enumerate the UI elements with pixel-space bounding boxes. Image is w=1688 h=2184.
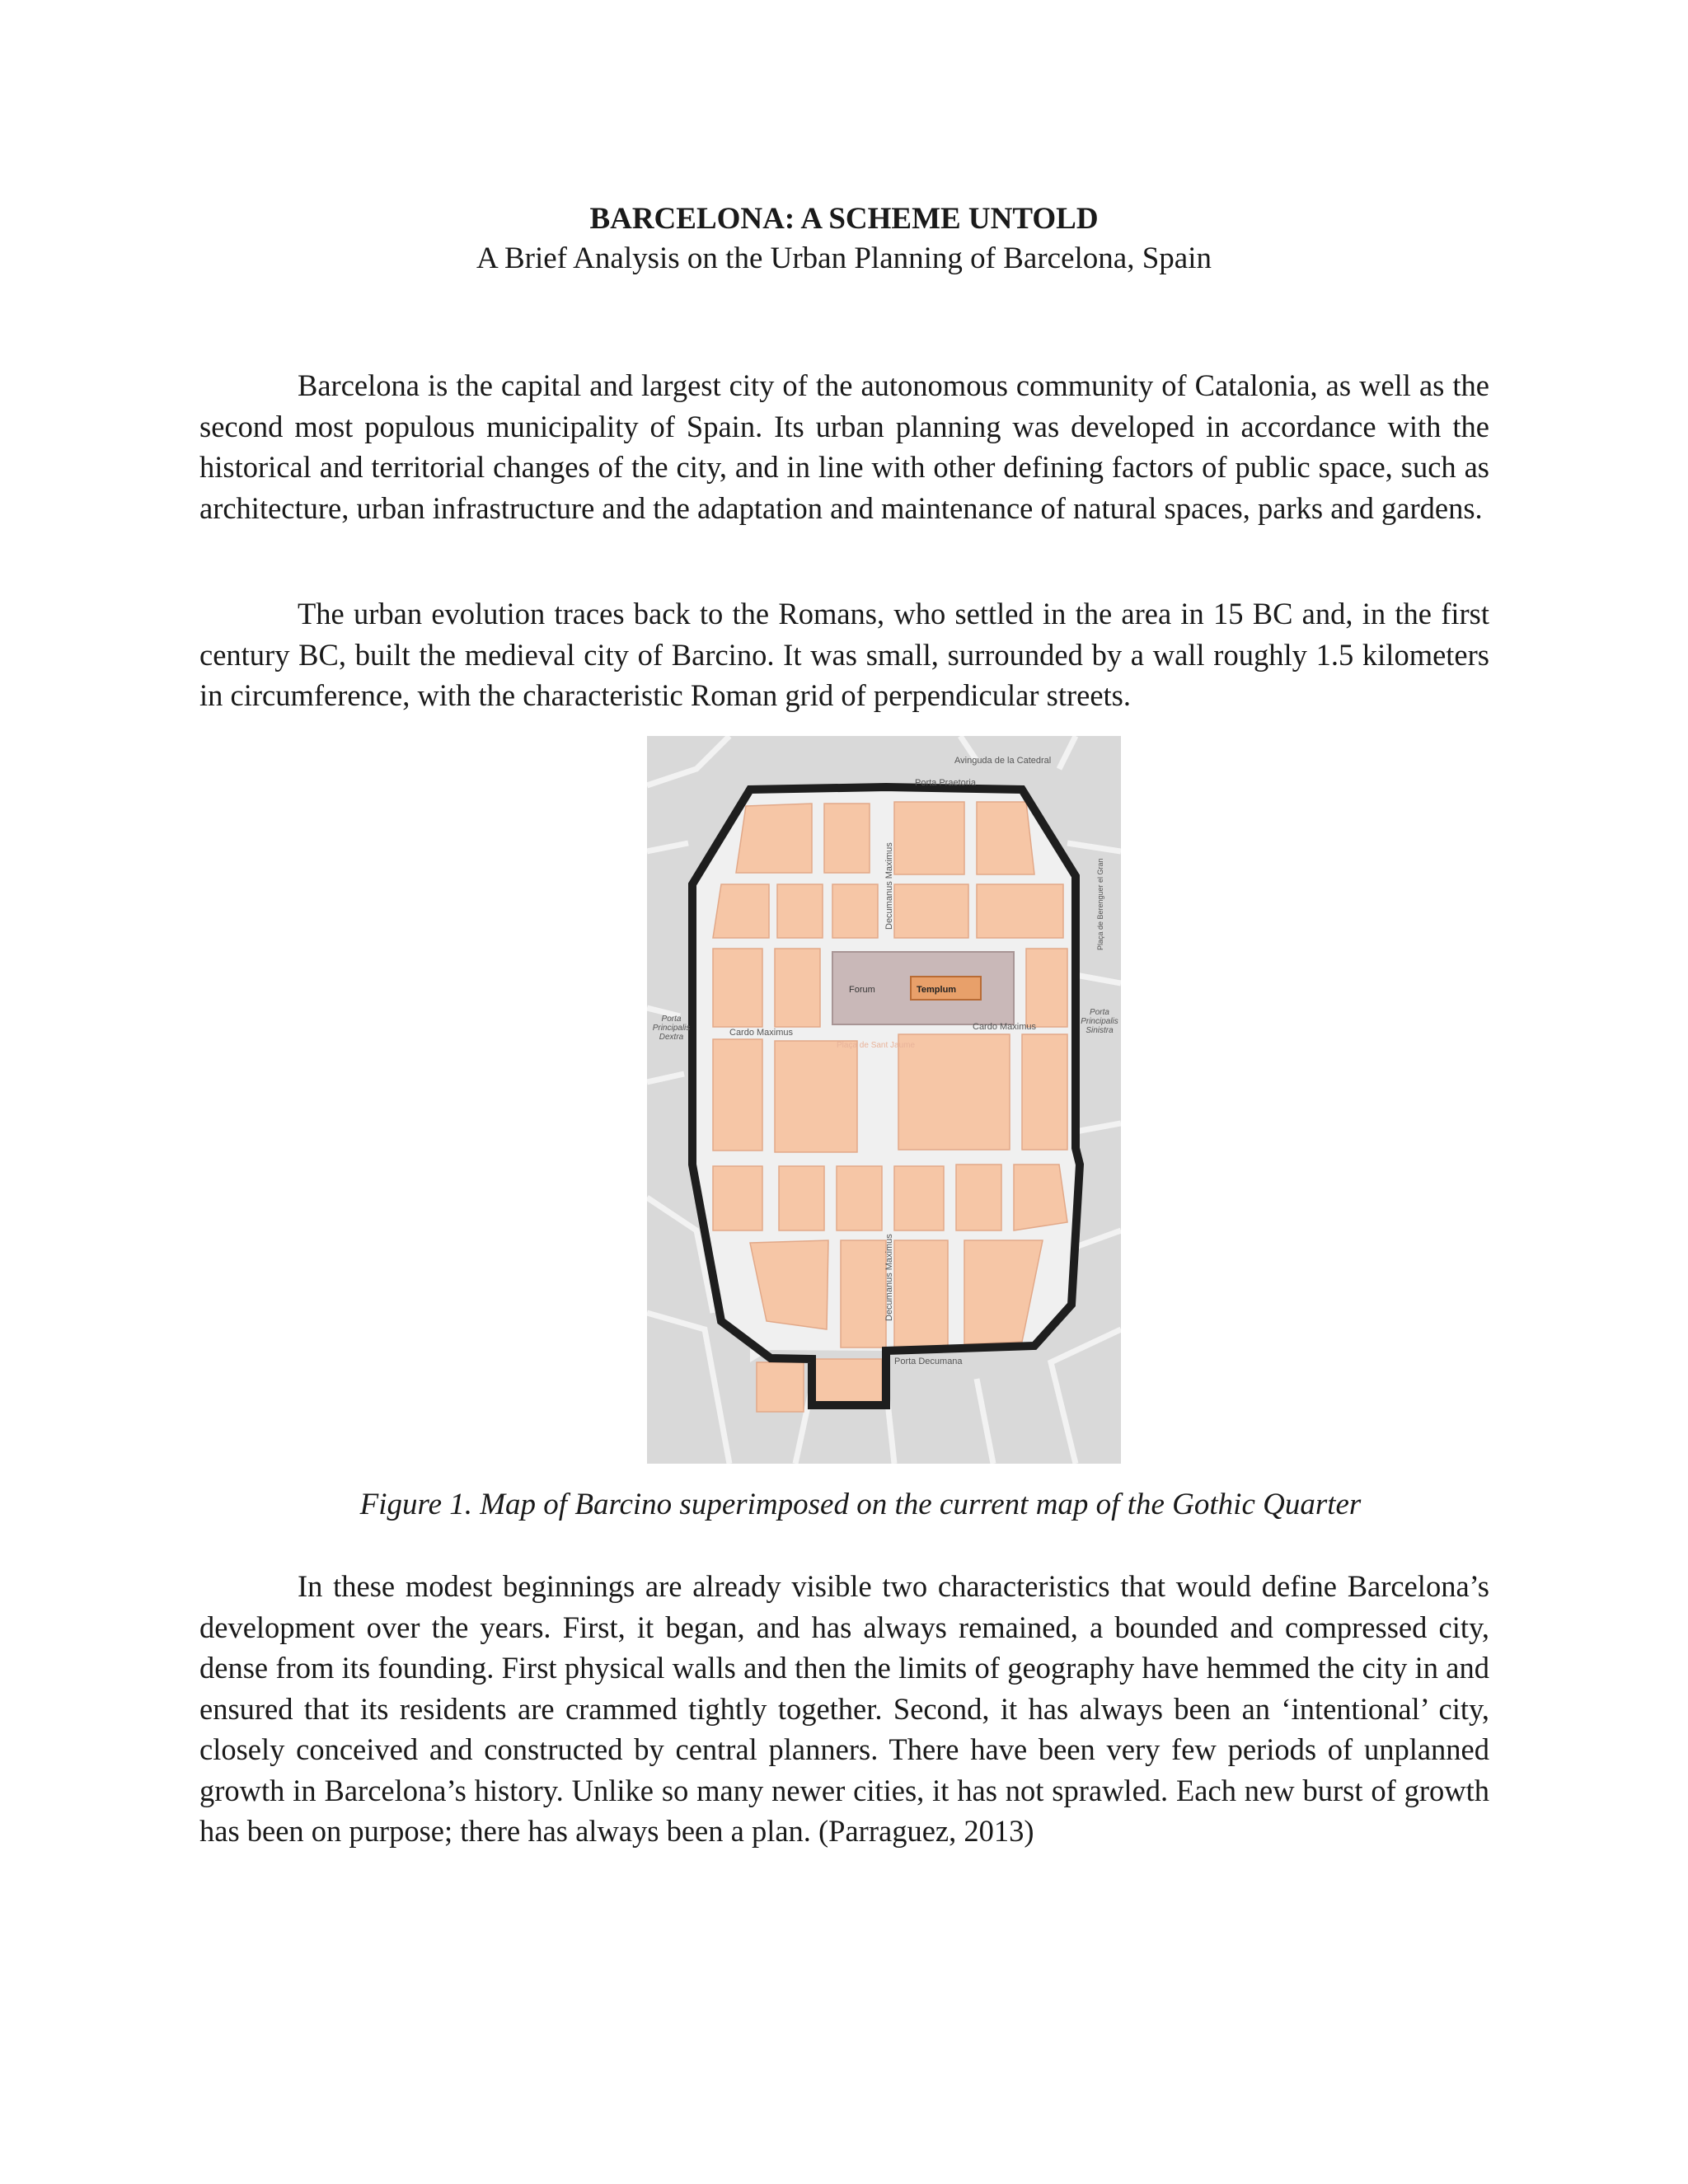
figure-caption	[0, 1486, 1688, 1524]
figure-caption-text: Figure 1. Map of Barcino superimposed on the current map of the Gothic Quarter	[359, 1488, 1362, 1521]
label-decumanus-bottom: Decumanus Maximus	[884, 1234, 894, 1321]
barcino-map	[647, 736, 1121, 1464]
label-porta-dextra: Porta Principalis Dextra	[652, 1015, 691, 1042]
paragraph-3: In these modest beginnings are already visible two characteristics that would define Barcelona’s development over the years. First, it began, and has always remained, a bounded and compressed city, dense from its founding. First physical walls and then the limits of geography have hemmed the city in and ensured that its residents are crammed tightly together. Second, it has always been an ‘intentional’ city, closely conceived and constructed by central planners. There have been very few periods of unplanned growth in Barcelona’s history. Unlike so many newer cities, it has not sprawled. Each new burst of growth has been on purpose; there has always been a plan. (Parraguez, 2013)	[199, 1569, 1489, 1848]
barcino-map-figure	[647, 736, 1121, 1464]
label-decumanus-top: Decumanus Maximus	[884, 842, 894, 930]
label-porta-decumana: Porta Decumana	[894, 1357, 963, 1366]
label-forum: Forum	[849, 985, 875, 995]
label-cardo-right: Cardo Maximus	[973, 1022, 1037, 1032]
label-cardo-left: Cardo Maximus	[729, 1028, 794, 1038]
label-placa-berenguer: Plaça de Berenguer el Gran	[1096, 858, 1104, 950]
label-avinguda: Avinguda de la Catedral	[954, 756, 1052, 766]
paragraph-2: The urban evolution traces back to the Romans, who settled in the area in 15 BC and, in the first century BC, built the medieval city of Barcino. It was small, surrounded by a wall roughly 1.5 kilometers in circumference, with the characteristic Roman grid of perpendicular streets.	[199, 597, 1489, 712]
paragraph-1: Barcelona is the capital and largest city of the autonomous community of Catalonia, as well as the second most populous municipality of Spain. Its urban planning was developed in accordance with the historical and territorial changes of the city, and in line with other defining factors of public space, such as architecture, urban infrastructure and the adaptation and maintenance of natural spaces, parks and gardens.	[199, 368, 1489, 525]
label-placa-sant-jaume: Plaça de Sant Jaume	[837, 1041, 916, 1050]
document-subtitle: A Brief Analysis on the Urban Planning of Barcelona, Spain	[476, 241, 1212, 275]
document-title: BARCELONA: A SCHEME UNTOLD	[589, 202, 1099, 236]
label-porta-praetoria: Porta Praetoria	[915, 778, 976, 788]
label-porta-sinistra: Porta Principalis Sinistra	[1081, 1008, 1118, 1035]
label-templum: Templum	[917, 985, 957, 995]
